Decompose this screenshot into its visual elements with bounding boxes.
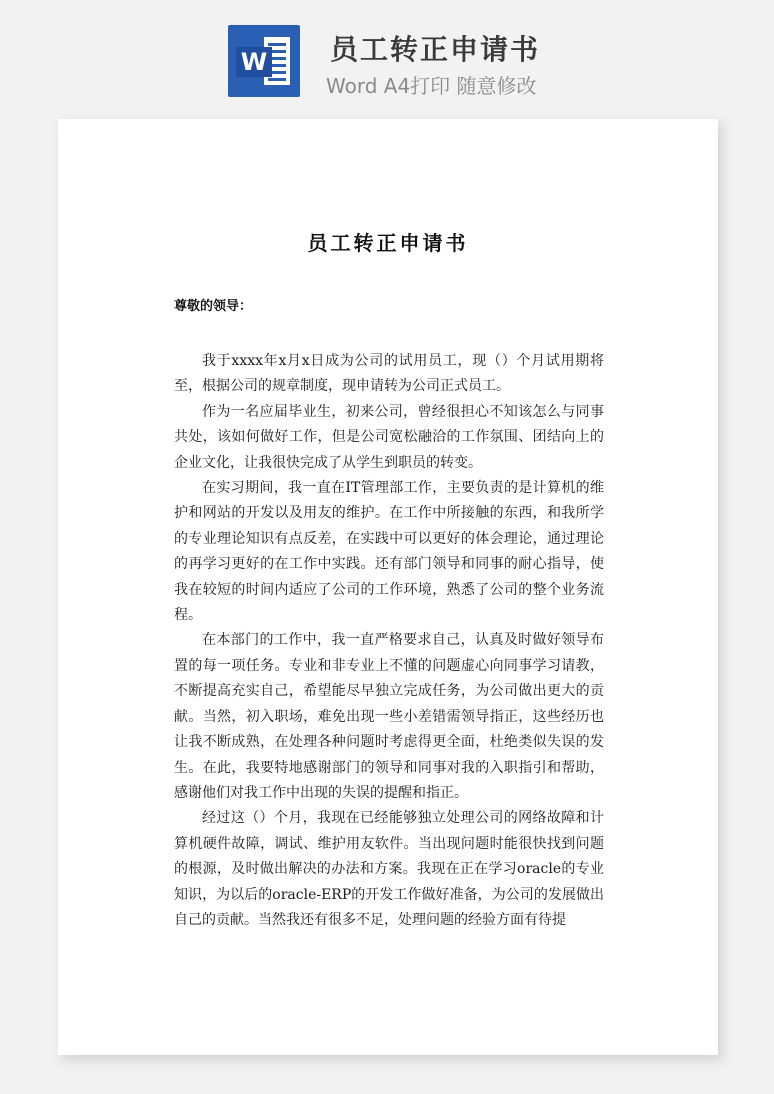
banner-subtitle: Word A4打印 随意修改 (326, 74, 537, 98)
document-title: 员工转正申请书 (307, 231, 469, 255)
paragraph-3: 在实习期间，我一直在IT管理部工作，主要负责的是计算机的维护和网站的开发以及用友的维护。在工作中所接触的东西，和我所学的专业理论知识有点反差，在实践中可以更好的体会理论，通过理论的再学习更好的在工作中实践。还有部门领导和同事的耐心指导，使我在较短的时间内适应了公司的工作环境，熟悉了公司的整个业务流程。 (174, 480, 604, 624)
paragraph-4: 在本部门的工作中，我一直严格要求自己，认真及时做好领导布置的每一项任务。专业和非专业上不懂的问题虚心向同事学习请教，不断提高充实自己，希望能尽早独立完成任务，为公司做出更大的贡献。当然，初入职场，难免出现一些小差错需领导指正，这些经历也让我不断成熟，在处理各种问题时考虑得更全面，杜绝类似失误的发生。在此，我要特地感谢部门的领导和同事对我的入职指引和帮助，感谢他们对我工作中出现的失误的提醒和指正。 (174, 632, 604, 801)
document-body (174, 349, 604, 933)
paragraph-5: 经过这（）个月，我现在已经能够独立处理公司的网络故障和计算机硬件故障，调试、维护用友软件。当出现问题时能很快找到问题的根源，及时做出解决的办法和方案。我现在正在学习oracle的专业知识，为以后的oracle-ERP的开发工作做好准备，为公司的发展做出自己的贡献。当然我还有很多不足，处理问题的经验方面有待提 (174, 810, 604, 928)
word-letter-badge: W (236, 47, 272, 77)
banner-header (0, 0, 774, 118)
document-salutation: 尊敬的领导： (174, 299, 253, 314)
document-page (58, 119, 718, 1055)
banner-title: 员工转正申请书 (330, 33, 541, 66)
paragraph-2: 作为一名应届毕业生，初来公司，曾经很担心不知该怎么与同事共处，该如何做好工作，但是公司宽松融洽的工作氛围、团结向上的企业文化，让我很快完成了从学生到职员的转变。 (174, 403, 604, 471)
paragraph-1: 我于xxxx年x月x日成为公司的试用员工，现（）个月试用期将至，根据公司的规章制度，现申请转为公司正式员工。 (174, 353, 604, 395)
word-document-icon (228, 25, 300, 97)
